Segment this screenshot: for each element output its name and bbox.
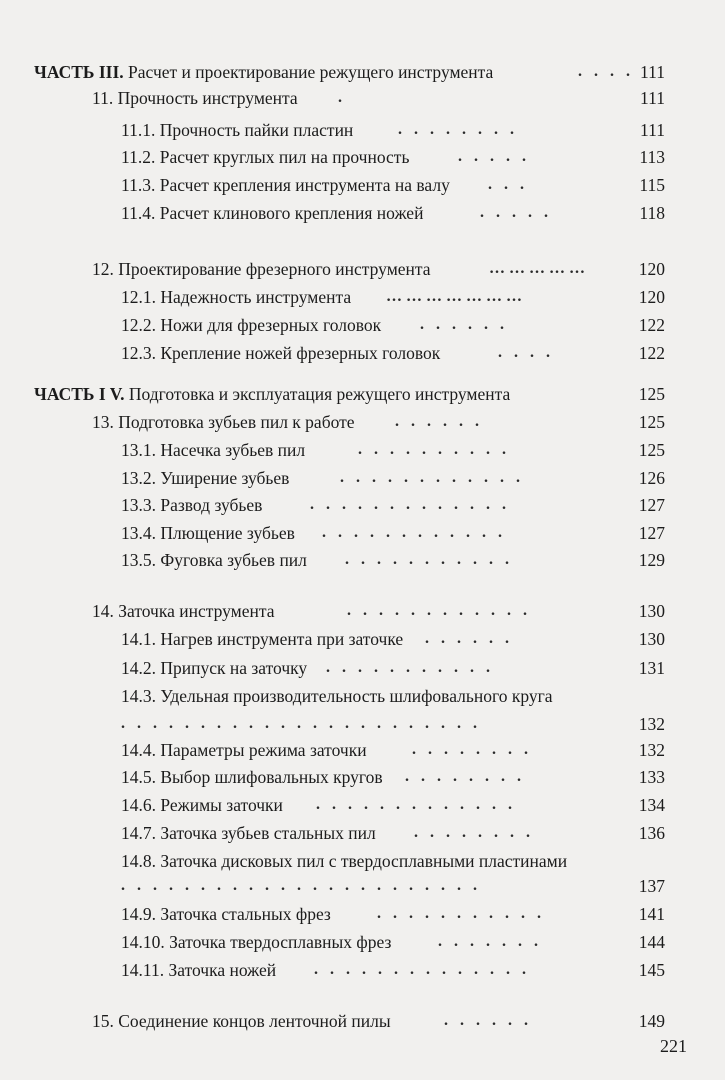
toc-entry xyxy=(0,171,725,199)
toc-entry-number: 13.2. xyxy=(121,468,156,488)
toc-page-number: 118 xyxy=(639,203,665,223)
toc-entry xyxy=(0,900,725,928)
toc-entry xyxy=(0,116,725,144)
toc-entry-title: 12. Проектирование фрезерного инструмента xyxy=(92,259,431,279)
toc-entry-title: 12.3. Крепление ножей фрезерных головок xyxy=(121,343,441,363)
toc-entry xyxy=(0,84,725,112)
toc-page-number: 137 xyxy=(638,876,665,896)
toc-entry-title: 11. Прочность инструмента xyxy=(92,88,298,108)
toc-entry-title: 11.4. Расчет клинового крепления ножей xyxy=(121,203,424,223)
toc-entry xyxy=(0,339,725,367)
toc-entry-number: 13.1. xyxy=(121,440,156,460)
toc-page-number: 125 xyxy=(638,412,665,432)
toc-page-number: 132 xyxy=(638,740,665,760)
toc-entry-number: 13.4. xyxy=(121,523,156,543)
toc-page-number: 130 xyxy=(638,601,665,621)
toc-entry-title: 14.8. Заточка дисковых пил с твердосплавными пластинами xyxy=(121,851,568,871)
dot-leader: …………… xyxy=(489,260,589,277)
toc-entry-title: 12.2. Ножи для фрезерных головок xyxy=(121,315,382,335)
dot-leader: . . . . . . xyxy=(425,630,513,647)
toc-page-number: 129 xyxy=(638,550,665,570)
toc-entry xyxy=(0,464,725,492)
toc-entry-number: 11.1. xyxy=(121,120,156,140)
toc-page-number: 120 xyxy=(638,287,665,307)
dot-leader: . . . xyxy=(488,176,528,193)
toc-entry-number: 14.1. xyxy=(121,629,156,649)
toc-entry-title: 14.6. Режимы заточки xyxy=(121,795,283,815)
toc-page-number: 111 xyxy=(640,88,665,108)
toc-page-number: 141 xyxy=(638,904,665,924)
toc-entry-number: 11.4. xyxy=(121,203,156,223)
toc-page-number: 133 xyxy=(638,767,665,787)
toc-entry xyxy=(0,311,725,339)
toc-page-number: 131 xyxy=(638,658,665,678)
toc-entry-title: 14.10. Заточка твердосплавных фрез xyxy=(121,932,392,952)
toc-page-number: 120 xyxy=(638,259,665,279)
toc-entry xyxy=(0,625,725,653)
toc-entry-title: 14. Заточка инструмента xyxy=(92,601,275,621)
toc-entry xyxy=(0,436,725,464)
toc-entry xyxy=(0,682,725,710)
toc-page-number: 113 xyxy=(639,147,665,167)
toc-page-number: 127 xyxy=(638,523,665,543)
toc-entry xyxy=(0,763,725,791)
toc-entry xyxy=(0,408,725,436)
toc-page-number: 136 xyxy=(638,823,665,843)
toc-entry-number: 14.3. xyxy=(121,686,156,706)
toc-page-number: 145 xyxy=(638,960,665,980)
dot-leader: . . . . . xyxy=(480,204,552,221)
toc-page-number: 111 xyxy=(640,120,665,140)
toc-entry-number: 14.11. xyxy=(121,960,165,980)
toc-entry-number: 14.5. xyxy=(121,767,156,787)
toc-entry-title: 13.5. Фуговка зубьев пил xyxy=(121,550,307,570)
toc-page-number: 115 xyxy=(639,175,665,195)
toc-entry-number: 11.2. xyxy=(121,147,156,167)
toc-entry-title: 13.3. Развод зубьев xyxy=(121,495,263,515)
dot-leader: . . . . . . . . . . . . xyxy=(347,602,531,619)
toc-entry-title: 15. Соединение концов ленточной пилы xyxy=(92,1011,391,1031)
toc-entry-number: 12. xyxy=(92,259,114,279)
dot-leader: . . . . . . . . . . . xyxy=(345,551,513,568)
dot-leader: . . . . . . . . xyxy=(405,768,525,785)
toc-entry xyxy=(0,928,725,956)
toc-entry-number: 13. xyxy=(92,412,114,432)
toc-entry xyxy=(0,872,725,900)
dot-leader: . . . . . . . . . . . . xyxy=(322,524,506,541)
toc-entry-title: 12.1. Надежность инструмента xyxy=(121,287,352,307)
toc-page-number: 111 xyxy=(640,62,665,82)
toc-entry xyxy=(0,491,725,519)
toc-entry-title: 14.7. Заточка зубьев стальных пил xyxy=(121,823,376,843)
toc-entry-number: 12.2. xyxy=(121,315,156,335)
toc-entry xyxy=(0,283,725,311)
dot-leader: . . . . . . . . xyxy=(414,824,534,841)
dot-leader: . . . . . . . . . . . . . . . . . . . . . . . xyxy=(121,877,481,894)
toc-entry-title: 11.3. Расчет крепления инструмента на валу xyxy=(121,175,450,195)
toc-entry xyxy=(0,255,725,283)
toc-part-heading xyxy=(0,58,725,86)
toc-page-number: 122 xyxy=(638,343,665,363)
toc-page-number: 125 xyxy=(638,440,665,460)
toc-entry-title: 14.4. Параметры режима заточки xyxy=(121,740,367,760)
toc-entry-number: 14.8. xyxy=(121,851,156,871)
dot-leader: . . . . xyxy=(578,63,634,80)
toc-entry xyxy=(0,736,725,764)
toc-entry-title: ЧАСТЬ I V. Подготовка и эксплуатация режущего инструмента xyxy=(34,384,511,404)
toc-entry xyxy=(0,1007,725,1035)
toc-page-number: 130 xyxy=(638,629,665,649)
toc-entry-title: 13. Подготовка зубьев пил к работе xyxy=(92,412,355,432)
toc-part-heading xyxy=(0,380,725,408)
toc-entry-number: 14.2. xyxy=(121,658,156,678)
toc-entry-title: 14.1. Нагрев инструмента при заточке xyxy=(121,629,404,649)
toc-page-number: 126 xyxy=(638,468,665,488)
toc-entry xyxy=(0,597,725,625)
toc-entry-number: 11.3. xyxy=(121,175,156,195)
toc-entry xyxy=(0,710,725,738)
dot-leader: . . . . . . xyxy=(444,1012,532,1029)
dot-leader: . xyxy=(338,89,346,106)
dot-leader: . . . . . . xyxy=(395,413,483,430)
toc-entry-number: 14.10. xyxy=(121,932,165,952)
dot-leader: . . . . . . . . xyxy=(412,741,532,758)
dot-leader: . . . . . . . . xyxy=(398,121,518,138)
toc-page-number: 122 xyxy=(638,315,665,335)
toc-entry xyxy=(0,791,725,819)
toc-entry xyxy=(0,199,725,227)
toc-page-number: 134 xyxy=(638,795,665,815)
toc-page-number: 127 xyxy=(638,495,665,515)
toc-page-number: 125 xyxy=(638,384,665,404)
toc-page-number: 149 xyxy=(638,1011,665,1031)
toc-entry xyxy=(0,546,725,574)
toc-entry xyxy=(0,654,725,682)
toc-entry-title: 13.1. Насечка зубьев пил xyxy=(121,440,306,460)
dot-leader: . . . . xyxy=(498,344,554,361)
toc-entry-number: 13.3. xyxy=(121,495,156,515)
part-label: ЧАСТЬ I V. xyxy=(34,384,125,404)
dot-leader: . . . . . xyxy=(458,148,530,165)
toc-entry-title: 14.9. Заточка стальных фрез xyxy=(121,904,331,924)
dot-leader: . . . . . . . . . . . . . xyxy=(316,796,516,813)
dot-leader: . . . . . . xyxy=(420,316,508,333)
dot-leader: . . . . . . . . . . . xyxy=(326,659,494,676)
dot-leader: . . . . . . . . . . . . . . . . . . . . . . . xyxy=(121,715,481,732)
dot-leader: . . . . . . . . . . . xyxy=(377,905,545,922)
toc-entry-title: 14.3. Удельная производительность шлифовального круга xyxy=(121,686,553,706)
toc-entry-title: 14.11. Заточка ножей xyxy=(121,960,277,980)
dot-leader: ………………… xyxy=(386,288,526,305)
dot-leader: . . . . . . . . . . xyxy=(358,441,510,458)
toc-entry-title: 14.2. Припуск на заточку xyxy=(121,658,308,678)
toc-entry xyxy=(0,819,725,847)
dot-leader: . . . . . . . . . . . . . xyxy=(310,496,510,513)
part-label: ЧАСТЬ III. xyxy=(34,62,124,82)
page-number: 221 xyxy=(660,1036,687,1056)
toc-entry xyxy=(0,519,725,547)
dot-leader: . . . . . . . . . . . . xyxy=(340,469,524,486)
dot-leader: . . . . . . . xyxy=(438,933,542,950)
toc-entry-number: 12.3. xyxy=(121,343,156,363)
toc-entry-title: 13.4. Плющение зубьев xyxy=(121,523,295,543)
toc-entry-number: 14.9. xyxy=(121,904,156,924)
toc-entry-number: 14.7. xyxy=(121,823,156,843)
toc-entry-number: 15. xyxy=(92,1011,114,1031)
toc-entry-number: 12.1. xyxy=(121,287,156,307)
toc-entry-title: 11.2. Расчет круглых пил на прочность xyxy=(121,147,410,167)
toc-entry xyxy=(0,847,725,875)
toc-entry-number: 14.6. xyxy=(121,795,156,815)
toc-entry-title: 14.5. Выбор шлифовальных кругов xyxy=(121,767,383,787)
toc-entry-title: 13.2. Уширение зубьев xyxy=(121,468,290,488)
toc-entry-number: 13.5. xyxy=(121,550,156,570)
toc-entry-title: ЧАСТЬ III. Расчет и проектирование режущего инструмента xyxy=(34,62,494,82)
toc-entry xyxy=(0,143,725,171)
toc-entry-number: 14.4. xyxy=(121,740,156,760)
toc-entry-number: 11. xyxy=(92,88,114,108)
toc-entry xyxy=(0,956,725,984)
toc-entry-number: 14. xyxy=(92,601,114,621)
dot-leader: . . . . . . . . . . . . . . xyxy=(314,961,530,978)
toc-entry-title: 11.1. Прочность пайки пластин xyxy=(121,120,354,140)
toc-page-number: 132 xyxy=(638,714,665,734)
toc-page-number: 144 xyxy=(638,932,665,952)
